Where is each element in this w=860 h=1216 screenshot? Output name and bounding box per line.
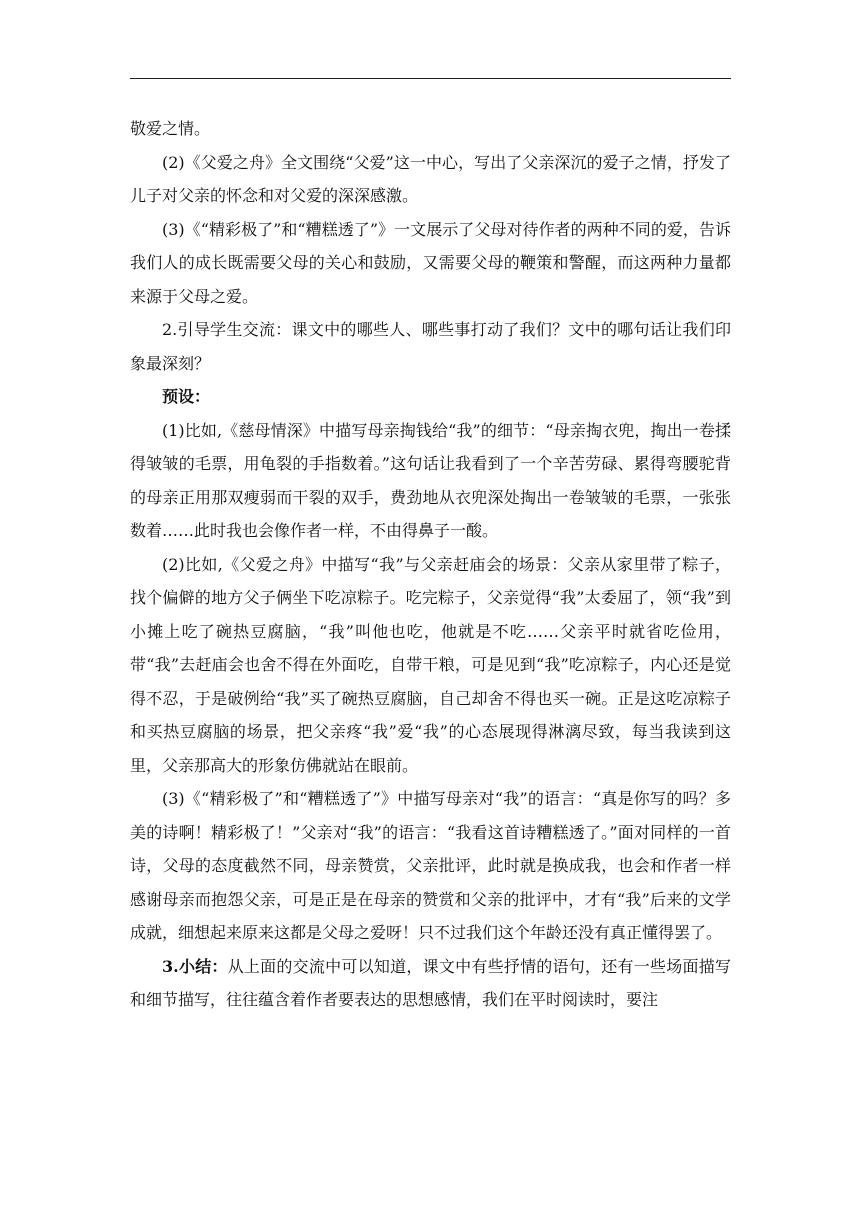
paragraph-preset-heading: 预设： xyxy=(162,387,211,406)
paragraph-guide-discussion: 2.引导学生交流：课文中的哪些人、哪些事打动了我们？文中的哪句话让我们印象最深刻？ xyxy=(130,320,731,373)
summary-text: 从上面的交流中可以知道，课文中有些抒情的语句，还有一些场面描写和细节描写，往往蕴含着作者要表达的思想感情，我们在平时阅读时，要注 xyxy=(130,956,731,1009)
paragraph-example-2: (2)比如,《父爱之舟》中描写“我”与父亲赶庙会的场景：父亲从家里带了粽子，找个偏僻的地方父子俩坐下吃凉粽子。吃完粽子，父亲觉得“我”太委屈了，领“我”到小摊上吃了碗热豆腐脑，“我”叫他也吃，他就是不吃……父亲平时就省吃俭用，带“我”去赶庙会也舍不得在外面吃，自带干粮，可是见到“我”吃凉粽子，内心还是觉得不忍，于是破例给“我”买了碗热豆腐脑，自己却舍不得也买一碗。正是这吃凉粽子和买热豆腐脑的场景，把父亲疼“我”爱“我”的心态展现得淋漓尽致，每当我读到这里，父亲那高大的形象仿佛就站在眼前。 xyxy=(130,554,731,775)
header-rule xyxy=(130,78,731,79)
paragraph-example-1: (1)比如,《慈母情深》中描写母亲掏钱给“我”的细节：“母亲掏衣兜，掏出一卷揉得皱皱的毛票，用龟裂的手指数着。”这句话让我看到了一个辛苦劳碌、累得弯腰驼背的母亲正用那双瘦弱而干裂的双手，费劲地从衣兜深处掏出一卷皱皱的毛票，一张张数着……此时我也会像作者一样，不由得鼻子一酸。 xyxy=(130,420,731,540)
summary-label: 3.小结： xyxy=(162,956,228,976)
paragraph-continuation: 敬爱之情。 xyxy=(130,119,211,138)
paragraph-jingcai-zaogao: (3)《“精彩极了”和“糟糕透了”》一文展示了父母对待作者的两种不同的爱，告诉我们人的成长既需要父母的关心和鼓励，又需要父母的鞭策和警醒，而这两种力量都来源于父母之爱。 xyxy=(130,219,731,306)
paragraph-summary xyxy=(130,950,731,1017)
paragraph-fuai-zhizhou: (2)《父爱之舟》全文围绕“父爱”这一中心，写出了父亲深沉的爱子之情，抒发了儿子对父亲的怀念和对父爱的深深感激。 xyxy=(130,152,731,205)
body-text xyxy=(130,112,731,1017)
paragraph-example-3: (3)《“精彩极了”和“糟糕透了”》中描写母亲对“我”的语言：“真是你写的吗？多美的诗啊！精彩极了！”父亲对“我”的语言：“我看这首诗糟糕透了。”面对同样的一首诗，父母的态度截然不同，母亲赞赏，父亲批评，此时就是换成我，也会和作者一样感谢母亲而抱怨父亲，可是正是在母亲的赞赏和父亲的批评中，才有“我”后来的文学成就，细想起来原来这都是父母之爱呀！只不过我们这个年龄还没有真正懂得罢了。 xyxy=(130,789,731,942)
